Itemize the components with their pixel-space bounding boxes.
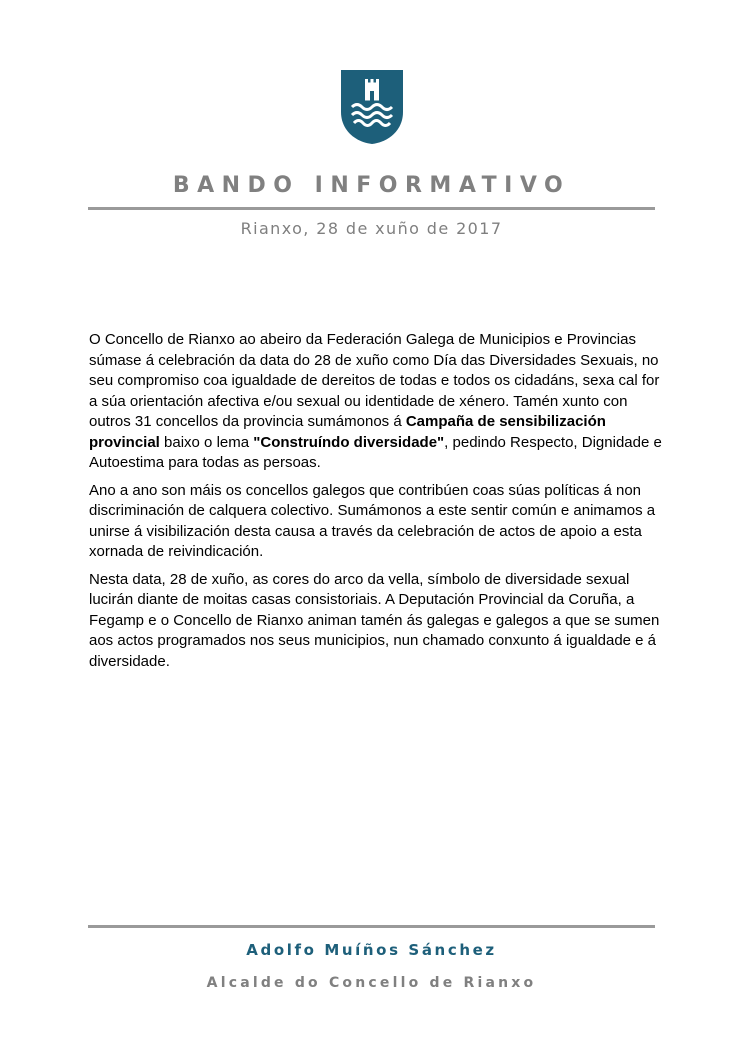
signer-name: Adolfo Muíños Sánchez [246,941,497,959]
document-title: BANDO INFORMATIVO [172,173,571,198]
rianxo-coat-of-arms-icon [341,70,403,144]
paragraph-1-text-b: baixo o lema [159,433,254,451]
campaign-slogan: "Construíndo diversidade" [253,433,445,451]
dateline: Rianxo, 28 de xuño de 2017 [240,219,503,238]
paragraph-1 [89,330,664,474]
paragraph-1-text-c: , pedindo Respecto, Dignidade e Autoestima para todas as persoas. [89,433,662,471]
paragraph-1-text-a: O Concello de Rianxo ao abeiro da Federación Galega de Municipios e Provincias súmase á celebración da data do 28 de xuño como Día das Diversidades Sexuais, no seu compromiso coa igualdade de dereitos de todas e todos os cidadáns, sexa cal for a súa orientación afectiva e/ou sexual ou identidade de xénero. Tamén xunto con outros 31 concellos da provincia sumámonos á [89,331,660,430]
campaign-name: Campaña de sensibilización provincial [89,413,606,451]
paragraph-3: Nesta data, 28 de xuño, as cores do arco da vella, símbolo de diversidade sexual lucirán diante de moitas casas consistoriais. A Deputación Provincial da Coruña, a Fegamp e o Concello de Rianxo animan tamén ás galegas e galegos a que se sumen aos actos programados nos seus municipios, nun chamado conxunto á igualdade e á diversidade. [89,570,660,670]
signer-role: Alcalde do Concello de Rianxo [206,975,537,991]
paragraph-2: Ano a ano son máis os concellos galegos que contribúen coas súas políticas á non discriminación de calquera colectivo. Sumámonos a este sentir común e animamos a unirse á visibilización desta causa a través da celebración de actos de apoio a esta xornada de reivindicación. [89,481,656,560]
document-body [89,330,664,679]
footer-divider [88,925,655,928]
header-divider [88,207,655,210]
